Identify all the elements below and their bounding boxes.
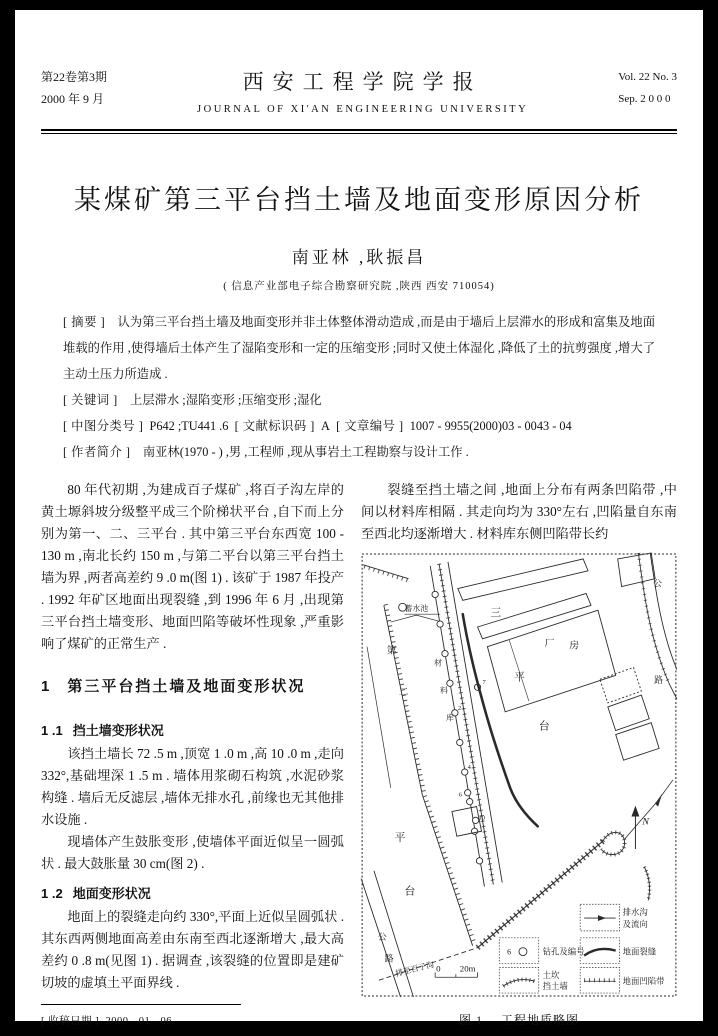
figure-1 bbox=[361, 553, 677, 997]
section-1-1-paragraph-1: 该挡土墙长 72 .5 m ,顶宽 1 .0 m ,高 10 .0 m ,走向 332°,基础埋深 1 .5 m . 墙体用浆砌石构筑 ,水泥砂浆构缝 . 墙后无反滤层 ,墙体无排水孔 ,前缘也无其他排水设施 . bbox=[41, 746, 344, 827]
abstract-label: [ 摘要 ] bbox=[63, 315, 106, 329]
legend-wall-label-1: 土坎 bbox=[542, 971, 560, 981]
journal-title-block bbox=[107, 66, 618, 115]
journal-vol-no: Vol. 22 No. 3 bbox=[618, 71, 677, 83]
keywords-text: 上层滞水 ;湿陷变形 ;压缩变形 ;湿化 bbox=[130, 393, 322, 407]
received-date-label: [ 收稿日期 ] bbox=[41, 1016, 100, 1027]
label-gong-bottom: 公 bbox=[377, 931, 387, 942]
figure-1-title: 工程地质略图 bbox=[501, 1013, 580, 1027]
received-date-line bbox=[41, 1013, 344, 1028]
label-borehole-2: 2 bbox=[457, 704, 462, 712]
ground-crack-line bbox=[463, 614, 538, 826]
footnote-rule bbox=[41, 1004, 241, 1005]
scale-zero: 0 bbox=[436, 963, 441, 974]
section-1-title: 第三平台挡土墙及地面变形状况 bbox=[67, 678, 306, 695]
label-san: 三 bbox=[490, 607, 502, 620]
label-lu-bottom: 路 bbox=[384, 953, 394, 964]
section-1-1-title: 挡土墙变形状况 bbox=[72, 723, 164, 738]
clc-label: [ 中图分类号 ] bbox=[63, 419, 144, 433]
scale-length: 20m bbox=[459, 963, 476, 974]
article-authors: 南亚林 ,耿振昌 bbox=[291, 248, 427, 267]
label-lu-right: 路 bbox=[654, 675, 664, 686]
label-borehole-7: 7 bbox=[482, 679, 486, 687]
legend-drain-label-1: 排水沟 bbox=[622, 908, 648, 918]
abstract-text: 认为第三平台挡土墙及地面变形并非土体整体滑动造成 ,而是由于墙后上层滞水的形成和富集及地面堆载的作用 ,使得墙后土体产生了湿陷变形和一定的压缩变形 ;同时又使土体湿化 ,降低了土的抗剪强度 ,增大了主动土压力所造成 . bbox=[63, 315, 655, 381]
label-di: 第 bbox=[386, 645, 397, 657]
figure-1-number: 图 1 bbox=[458, 1013, 483, 1027]
scale-bar bbox=[435, 963, 477, 977]
received-date-value: 2000 - 01 - 06 bbox=[105, 1016, 172, 1027]
figure-1-caption bbox=[361, 1011, 677, 1028]
doc-code-label: [ 文献标识码 ] bbox=[234, 419, 315, 433]
section-1-2-paragraph-1: 地面上的裂缝走向约 330°,平面上近似呈圆弧状 . 其东西两侧地面高差由东南至西北逐渐增大 ,最大高差约 0 .8 m(见图 1) . 据调查 ,该裂缝的位置即是建矿切坡的虚填土平面界线 . bbox=[41, 909, 344, 990]
keywords-paragraph bbox=[63, 387, 655, 413]
section-1-2-title: 地面变形状况 bbox=[72, 886, 151, 901]
journal-date-cn: 2000 年 9 月 bbox=[41, 92, 105, 106]
geologic-sketch-map bbox=[361, 553, 677, 997]
legend-borehole-number: 6 bbox=[507, 947, 512, 957]
section-1-number: 1 bbox=[41, 678, 52, 695]
keywords-label: [ 关键词 ] bbox=[63, 393, 118, 407]
journal-title-en: JOURNAL OF XI'AN ENGINEERING UNIVERSITY bbox=[197, 104, 529, 115]
legend-crack-label: 地面裂缝 bbox=[622, 947, 657, 957]
classification-paragraph bbox=[63, 413, 655, 439]
label-gong-right: 公 bbox=[653, 578, 663, 589]
label-borehole-4: 4 bbox=[467, 764, 471, 772]
map-labels bbox=[378, 579, 663, 979]
right-paragraph-1: 裂缝至挡土墙之间 ,地面上分布有两条凹陷带 ,中间以材料库相隔 . 其走向均为 330°左右 ,凹陷量自东南至西北均逐渐增大 . 材料库东侧凹陷带长约 bbox=[361, 482, 677, 541]
bio-label: [ 作者简介 ] bbox=[63, 445, 131, 459]
abstract-block bbox=[63, 309, 655, 465]
label-cai: 材 bbox=[434, 658, 443, 668]
right-column bbox=[361, 479, 677, 1028]
label-fang: 房 bbox=[569, 640, 580, 652]
journal-date-en: Sep. 2 0 0 0 bbox=[618, 93, 671, 105]
label-borehole-10: 10 bbox=[478, 814, 485, 822]
header-divider bbox=[41, 129, 677, 134]
map-linework bbox=[361, 553, 677, 997]
label-ping2: 平 bbox=[394, 832, 406, 845]
article-affiliation: ( 信息产业部电子综合勘察研究院 ,陕西 西安 710054) bbox=[223, 281, 495, 292]
legend-subsidence-label: 地面凹陷带 bbox=[622, 977, 665, 987]
map-legend bbox=[435, 904, 665, 993]
abstract-paragraph bbox=[63, 309, 655, 387]
legend-borehole-label: 钻孔及编号 bbox=[542, 947, 585, 957]
clc-value: P642 ;TU441 .6 bbox=[149, 419, 229, 433]
bio-text: 南亚林(1970 - ) ,男 ,工程师 ,现从事岩土工程勘察与设计工作 . bbox=[142, 445, 469, 459]
paper-page bbox=[15, 10, 703, 1027]
label-drain-note: 排至百子沟 bbox=[394, 959, 435, 979]
section-1-heading bbox=[41, 675, 344, 696]
label-ku: 库 bbox=[445, 713, 454, 723]
legend-wall-label-2: 挡土墙 bbox=[542, 982, 568, 992]
north-arrow bbox=[631, 806, 639, 849]
map-border bbox=[362, 554, 676, 996]
doc-code-value: A bbox=[321, 419, 330, 433]
article-no-value: 1007 - 9955(2000)03 - 0043 - 04 bbox=[409, 419, 572, 433]
label-reservoir: 蓄水池 bbox=[404, 604, 429, 614]
article-title: 某煤矿第三平台挡土墙及地面变形原因分析 bbox=[74, 185, 644, 215]
journal-vol-block bbox=[618, 66, 677, 110]
intro-paragraph: 80 年代初期 ,为建成百子煤矿 ,将百子沟左岸的黄土塬斜坡分级整平成三个阶梯状平台 ,自下而上分别为第一、二、三平台 . 其中第三平台东西宽 100 - 130 m ,南北长约 150 m ,与第二平台以第三平台挡土墙为界 ,两者高差约 9 .0 m(图 1) . 该矿于 1987 年投产 . 1992 年矿区地面出现裂缝 ,到 1996 年 6 月 ,出现第三平台挡土墙变形、地面凹陷等破坏性现象 ,严重影响了煤矿的正常生产 . bbox=[41, 482, 344, 651]
label-er: 二 bbox=[398, 687, 409, 699]
received-date-footnote bbox=[41, 998, 344, 1028]
section-1-2-heading bbox=[41, 883, 344, 902]
label-ping3: 平 bbox=[514, 671, 525, 684]
journal-issue-block bbox=[41, 66, 107, 110]
buildings bbox=[452, 553, 659, 836]
label-borehole-6: 6 bbox=[458, 791, 463, 799]
label-tai2: 台 bbox=[404, 885, 416, 898]
body-columns bbox=[41, 479, 677, 1028]
section-1-1-number: 1 .1 bbox=[41, 723, 63, 738]
section-1-2-number: 1 .2 bbox=[41, 886, 63, 901]
label-north: N bbox=[642, 816, 649, 828]
journal-title-cn: 西安工程学院学报 bbox=[242, 70, 483, 94]
section-1-1-heading bbox=[41, 720, 344, 739]
retaining-wall-line bbox=[478, 832, 625, 947]
legend-drain-label-2: 及流向 bbox=[622, 919, 648, 929]
author-bio-paragraph bbox=[63, 439, 655, 465]
article-no-label: [ 文章编号 ] bbox=[336, 419, 404, 433]
section-1-1-paragraph-2: 现墙体产生鼓胀变形 ,使墙体平面近似呈一圆弧状 . 最大鼓胀量 30 cm(图 2) . bbox=[41, 834, 344, 871]
label-chang: 厂 bbox=[544, 638, 555, 650]
left-column bbox=[41, 479, 344, 1028]
journal-volume-issue: 第22卷第3期 bbox=[41, 70, 108, 84]
label-liao: 料 bbox=[440, 686, 448, 696]
label-tai3: 台 bbox=[538, 720, 550, 733]
journal-header bbox=[41, 66, 677, 115]
